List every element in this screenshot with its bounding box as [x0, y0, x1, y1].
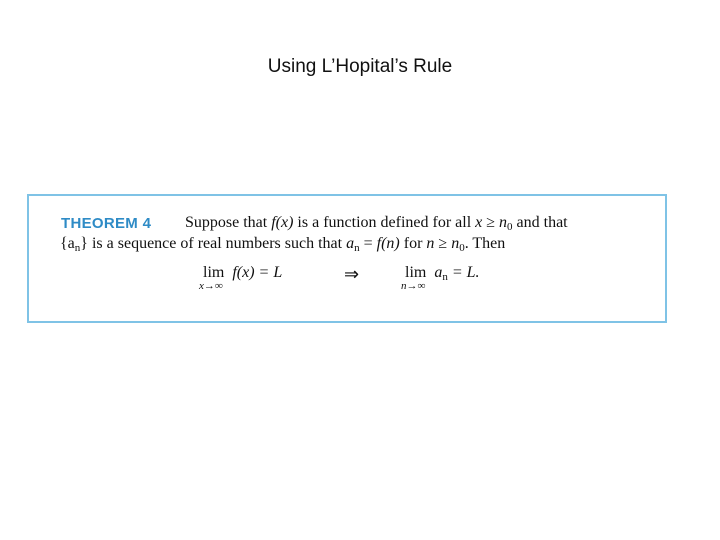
math-expression: = L.	[447, 264, 480, 281]
math-n0: n	[451, 235, 460, 252]
implies-arrow: ⇒	[344, 264, 360, 284]
math-ge: ≥	[482, 214, 500, 231]
math-a: a	[434, 264, 443, 281]
lim-subscript: n→∞	[401, 280, 426, 292]
math-ge: ≥	[434, 235, 452, 252]
limit-operator	[401, 264, 427, 292]
limit-operator	[199, 264, 225, 292]
math-eq: =	[359, 235, 377, 252]
math-subscript: n	[354, 242, 360, 254]
lim-subscript: x→∞	[199, 280, 223, 292]
math-x: x	[475, 214, 483, 231]
formula-left	[199, 264, 283, 292]
theorem-line-1	[185, 214, 568, 232]
formula-right	[401, 264, 480, 292]
math-subscript: n	[442, 271, 448, 283]
lim-text: lim	[405, 264, 427, 281]
theorem-box	[27, 194, 667, 323]
text-segment: is a function defined for all	[293, 214, 476, 231]
math-a: a	[346, 235, 355, 252]
math-expression: f(x) = L	[232, 264, 283, 281]
theorem-label: THEOREM 4	[61, 215, 152, 232]
math-fn: f(n)	[376, 235, 400, 252]
math-set-open: {a	[60, 235, 75, 252]
math-subscript: 0	[507, 221, 513, 233]
math-fx: f(x)	[271, 214, 294, 231]
math-set-close: }	[80, 235, 88, 252]
math-subscript: n	[74, 242, 81, 254]
math-subscript: 0	[459, 242, 465, 254]
text-segment: for	[399, 235, 427, 252]
slide-title: Using L’Hopital’s Rule	[267, 56, 453, 77]
lim-text: lim	[203, 264, 225, 281]
math-n: n	[499, 214, 508, 231]
text-segment: and that	[512, 214, 568, 231]
theorem-line-2	[60, 235, 505, 253]
math-n: n	[426, 235, 435, 252]
text-segment: Suppose that	[185, 214, 272, 231]
text-segment: is a sequence of real numbers such that	[87, 235, 347, 252]
text-segment: . Then	[464, 235, 506, 252]
